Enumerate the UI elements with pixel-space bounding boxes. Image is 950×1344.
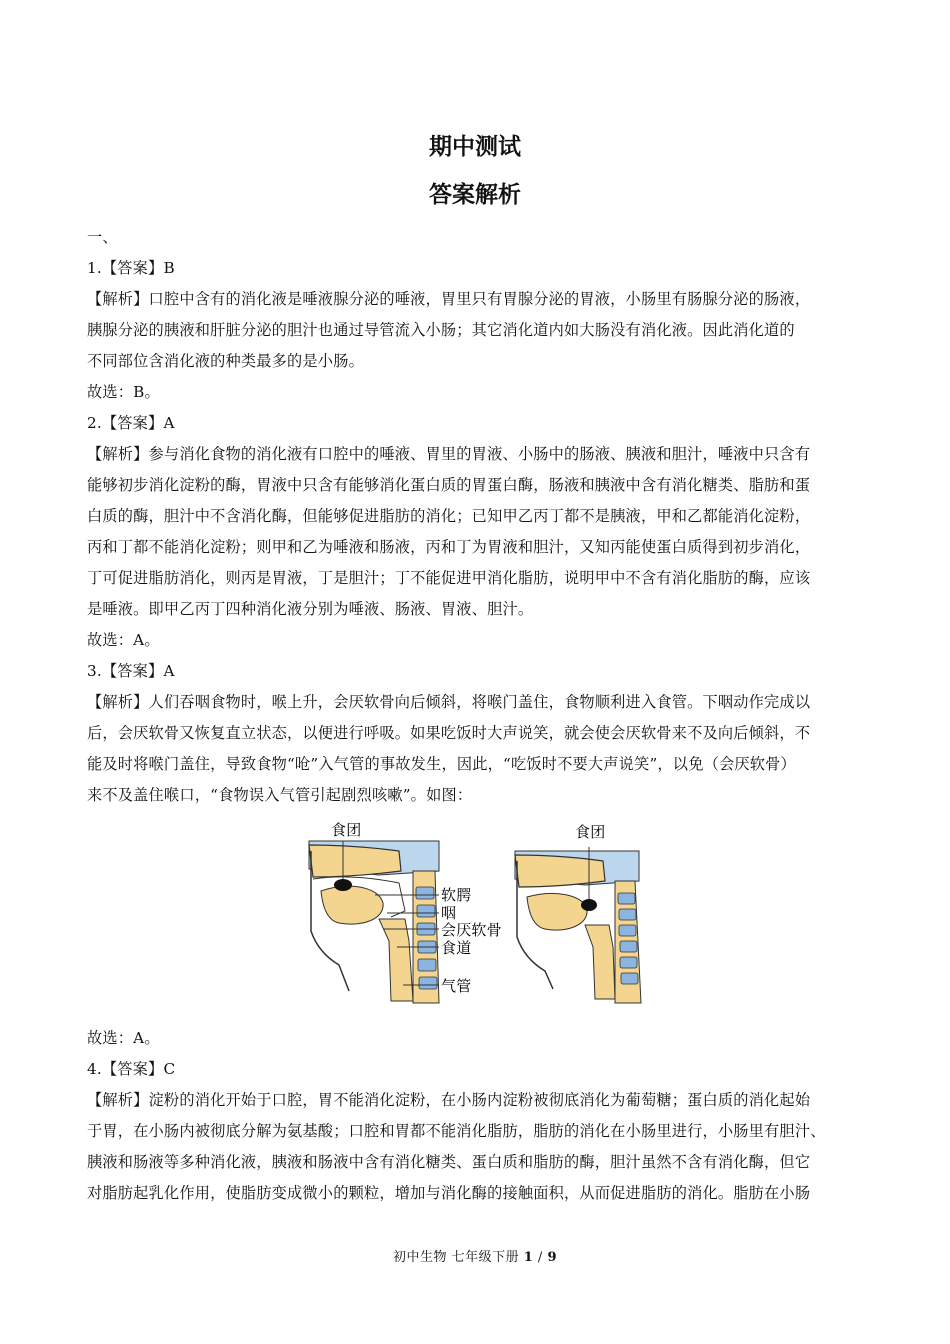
page-footer xyxy=(0,1246,950,1265)
left-skull-outline xyxy=(309,845,401,877)
left-food-label: 食团 xyxy=(331,821,362,839)
q2-analysis-line: 白质的酶，胆汁中不含消化酶，但能够促进脂肪的消化；已知甲乙丙丁都不是胰液，甲和乙都能消化淀粉， xyxy=(87,507,811,525)
right-skull-outline xyxy=(515,855,605,887)
q4-analysis-line: 于胃，在小肠内被彻底分解为氨基酸；口腔和胃都不能消化脂肪，脂肪的消化在小肠里进行，小肠里有胆汁、 xyxy=(87,1122,826,1140)
q4-analysis-line: 胰液和肠液等多种消化液，胰液和肠液中含有消化糖类、蛋白质和脂肪的酶，胆汁虽然不含有消化酶，但它 xyxy=(87,1153,811,1171)
left-throat xyxy=(379,919,413,1001)
q3-analysis-line: 来不及盖住喉口，“食物误入气管引起剧烈咳嗽”。如图： xyxy=(87,786,473,804)
label-trachea: 气管 xyxy=(441,977,472,995)
label-pharynx: 咽 xyxy=(441,904,457,922)
label-epiglottis: 会厌软骨 xyxy=(441,921,502,939)
q2-choice: 故选：A。 xyxy=(87,631,160,649)
right-food-label: 食团 xyxy=(575,823,606,841)
q2-analysis-line: 是唾液。即甲乙丙丁四种消化液分别为唾液、肠液、胃液、胆汁。 xyxy=(87,600,534,618)
q1-choice: 故选：B。 xyxy=(87,383,160,401)
page-subtitle: 答案解析 xyxy=(429,182,521,208)
answer-content xyxy=(87,222,865,1209)
label-esophagus: 食道 xyxy=(441,939,472,957)
right-vertebra xyxy=(620,941,637,952)
q3-analysis-line: 后，会厌软骨又恢复直立状态，以便进行呼吸。如果吃饭时大声说笑，就会使会厌软骨来不及向后倾斜，不 xyxy=(87,724,811,742)
page-title: 期中测试 xyxy=(429,134,521,160)
left-mouth-tongue xyxy=(321,886,383,924)
section-heading: 一、 xyxy=(87,228,118,246)
q3-analysis-line: 【解析】人们吞咽食物时，喉上升，会厌软骨向后倾斜，将喉门盖住，食物顺利进入食管。下咽动作完成以 xyxy=(87,693,811,711)
footer-separator: / xyxy=(533,1250,548,1265)
right-head-illustration xyxy=(515,847,641,1003)
q3-analysis-line: 能及时将喉门盖住，导致食物“呛”入气管的事故发生，因此，“吃饭时不要大声说笑”，以免（会厌软骨） xyxy=(87,755,796,773)
right-mouth-tongue xyxy=(527,893,587,930)
right-vertebra xyxy=(618,893,635,904)
right-food-bolus xyxy=(581,899,597,911)
q2-analysis-line: 能够初步消化淀粉的酶，胃液中只含有能够消化蛋白质的胃蛋白酶，肠液和胰液中含有消化糖类、脂肪和蛋 xyxy=(87,476,811,494)
q3-answer: 3.【答案】A xyxy=(87,662,175,680)
q4-answer: 4.【答案】C xyxy=(87,1060,176,1078)
q1-analysis-line: 【解析】口腔中含有的消化液是唾液腺分泌的唾液，胃里只有胃腺分泌的胃液，小肠里有肠腺分泌的肠液， xyxy=(87,290,811,308)
q2-analysis-line: 【解析】参与消化食物的消化液有口腔中的唾液、胃里的胃液、小肠中的肠液、胰液和胆汁，唾液中只含有 xyxy=(87,445,811,463)
swallowing-diagram xyxy=(87,815,865,1007)
q3-choice: 故选：A。 xyxy=(87,1029,160,1047)
q1-analysis-line: 不同部位含消化液的种类最多的是小肠。 xyxy=(87,352,364,370)
q2-analysis-line: 丁可促进脂肪消化，则丙是胃液，丁是胆汁；丁不能促进甲消化脂肪，说明甲中不含有消化脂肪的酶，应该 xyxy=(87,569,811,587)
q1-answer: 1.【答案】B xyxy=(87,259,175,277)
q2-answer: 2.【答案】A xyxy=(87,414,175,432)
left-food-bolus xyxy=(334,879,352,891)
left-vertebra xyxy=(418,959,436,971)
left-vertebra xyxy=(416,887,434,899)
q4-analysis-line: 【解析】淀粉的消化开始于口腔，胃不能消化淀粉，在小肠内淀粉被彻底消化为葡萄糖；蛋白质的消化起始 xyxy=(87,1091,811,1109)
label-soft-palate: 软腭 xyxy=(441,886,472,904)
swallowing-figure xyxy=(87,815,865,1007)
left-head-illustration xyxy=(309,841,439,1003)
footer-page-total: 9 xyxy=(547,1250,557,1265)
footer-page-number: 1 xyxy=(523,1250,534,1265)
q2-analysis-line: 丙和丁都不能消化淀粉；则甲和乙为唾液和肠液，丙和丁为胃液和胆汁，又知丙能使蛋白质得到初步消化， xyxy=(87,538,811,556)
q4-analysis-line: 对脂肪起乳化作用，使脂肪变成微小的颗粒，增加与消化酶的接触面积，从而促进脂肪的消化。脂肪在小肠 xyxy=(87,1184,811,1202)
right-vertebra xyxy=(621,973,638,984)
right-vertebra xyxy=(619,909,636,920)
left-vertebra xyxy=(419,977,437,989)
q1-analysis-line: 胰腺分泌的胰液和肝脏分泌的胆汁也通过导管流入小肠；其它消化道内如大肠没有消化液。因此消化道的 xyxy=(87,321,795,339)
right-vertebra xyxy=(619,925,636,936)
right-throat xyxy=(585,925,615,999)
left-vertebra xyxy=(417,905,435,917)
footer-course: 初中生物 七年级下册 xyxy=(392,1250,524,1265)
right-vertebra xyxy=(620,957,637,968)
